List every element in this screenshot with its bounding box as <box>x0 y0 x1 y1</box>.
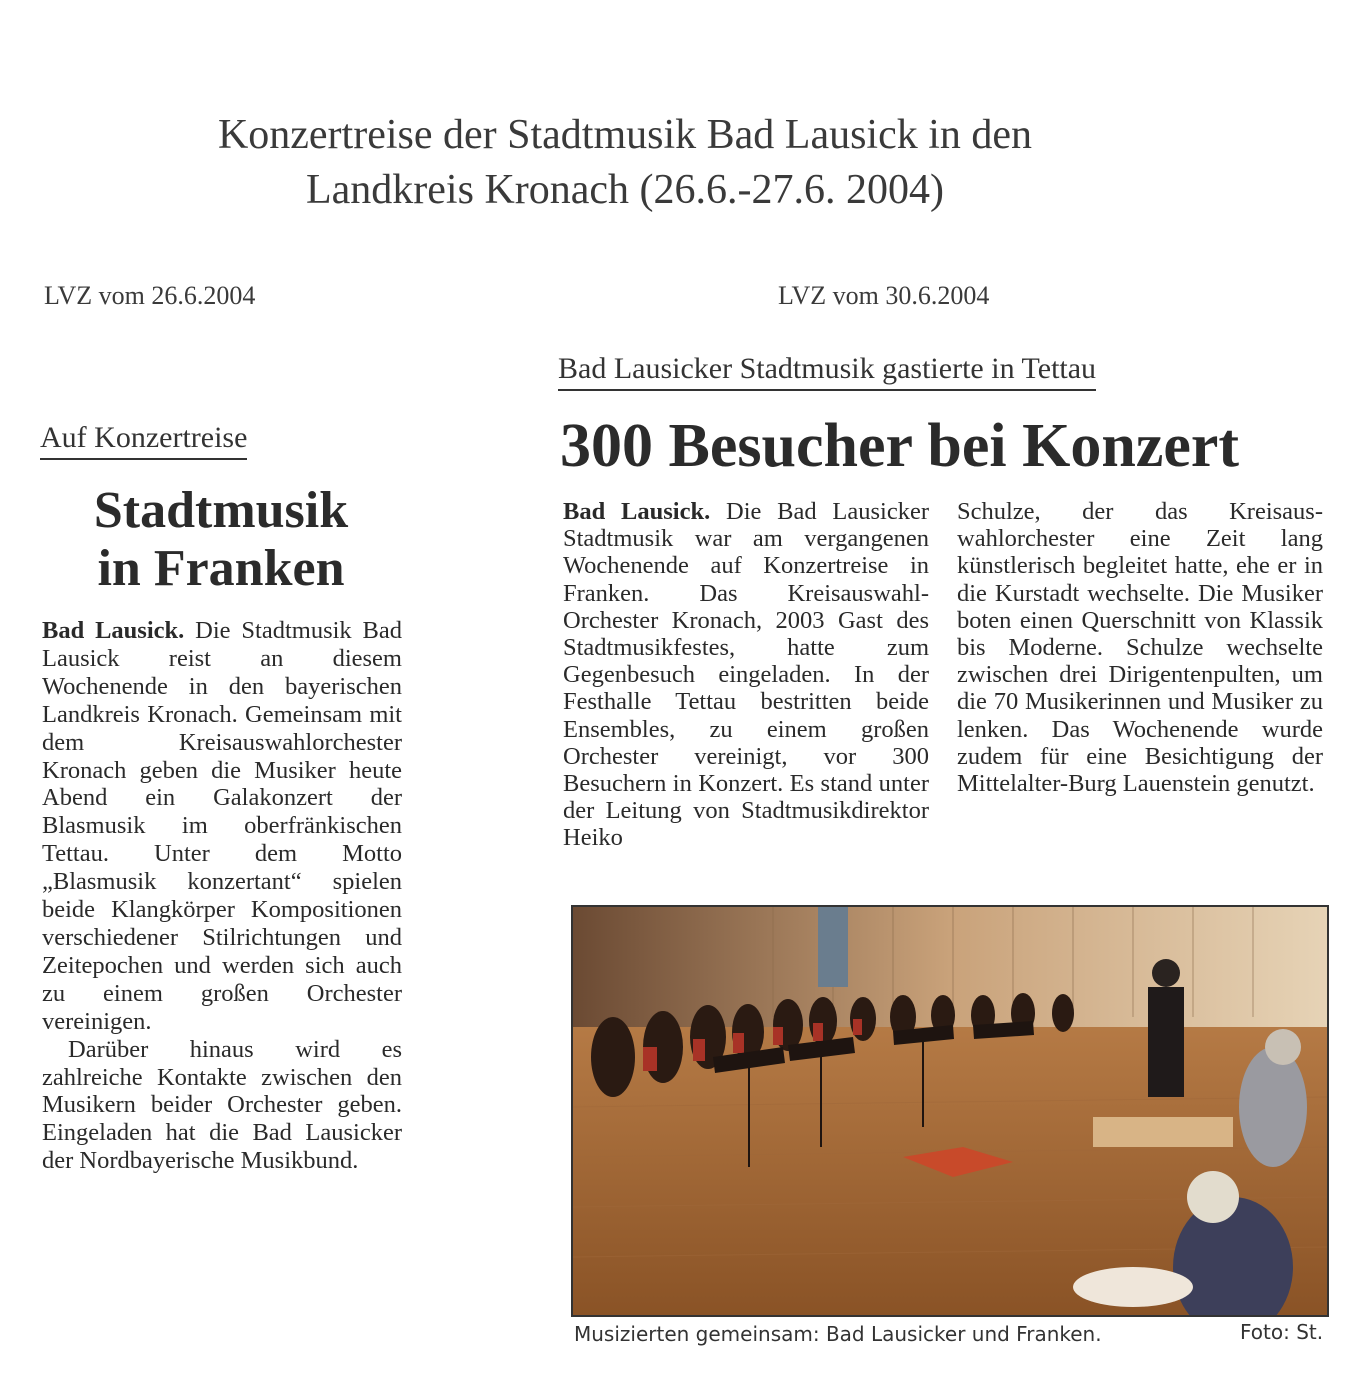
concert-photo <box>571 905 1329 1317</box>
right-column-2-text: Schulze, der das Kreisauswahlorchester eine Zeit lang künstlerisch begleitet hatte, ehe er in die Kurstadt wechselte. Die Musiker boten einen Querschnitt von Klassik bis Moderne. Schulze wechselte zwischen drei Dirigentenpulten, um die 70 Musikerinnen und Musiker zu lenken. Das Wochenende wurde zudem für eine Besichtigung der Mittelalter-Burg Lauenstein genutzt. <box>957 498 1323 798</box>
left-paragraph-1-text: Die Stadtmusik Bad Lausick reist an diesem Wochenende in den bayerischen Landkreis Kronach. Gemeinsam mit dem Kreisauswahlorchester Kronach geben die Musiker heute Abend ein Galakonzert der Blasmusik im oberfränkischen Tettau. Unter dem Motto „Blasmusik konzertant“ spielen beide Klangkörper Kompositionen verschiedener Stilrichtungen und Zeitepochen und werden sich auch zu einem großen Orchester vereinigen. <box>42 617 403 1035</box>
page-title <box>0 108 1250 218</box>
right-column-2 <box>957 498 1323 797</box>
left-headline-line-1: Stadtmusik <box>93 482 349 539</box>
right-dateline: Bad Lausick. <box>563 498 711 525</box>
right-column-1-paragraph <box>563 498 929 852</box>
page-title-line-2: Landkreis Kronach (26.6.-27.6. 2004) <box>306 167 944 213</box>
photo-caption: Musizierten gemeinsam: Bad Lausicker und Franken. <box>574 1322 1102 1346</box>
left-paragraph-1 <box>42 617 402 1036</box>
left-article-headline <box>40 482 402 598</box>
right-column-1 <box>563 498 929 852</box>
page-title-line-1: Konzertreise der Stadtmusik Bad Lausick in den <box>217 112 1033 158</box>
left-article-kicker: Auf Konzertreise <box>40 421 247 460</box>
left-dateline: Bad Lausick. <box>42 617 185 644</box>
right-column-1-text: Die Bad Lausicker Stadtmusik war am vergangenen Wochenende auf Konzertreise in Franken. Das Kreisauswahl-Orchester Kronach, 2003 Gast des Stadtmusikfestes, hatte zum Gegenbesuch eingeladen. In der Festhalle Tettau bestritten beide Ensembles, zu einem großen Orchester vereinigt, vor 300 Besuchern in Konzert. Es stand unter der Leitung von Stadtmusikdirektor Heiko <box>563 498 930 852</box>
concert-photo-image <box>573 907 1327 1315</box>
left-paragraph-2: Darüber hinaus wird es zahlreiche Kontakte zwischen den Musikern beider Orchester geben. Eingeladen hat die Bad Lausicker der Nordbayerische Musikbund. <box>42 1035 402 1175</box>
left-source-label: LVZ vom 26.6.2004 <box>44 281 256 310</box>
right-article-headline: 300 Besucher bei Konzert <box>560 412 1240 480</box>
right-article-body <box>563 498 1325 888</box>
left-headline-line-2: in Franken <box>97 540 345 597</box>
right-article-kicker: Bad Lausicker Stadtmusik gastierte in Tettau <box>558 352 1096 391</box>
photo-credit: Foto: St. <box>1240 1320 1324 1344</box>
right-source-label: LVZ vom 30.6.2004 <box>778 281 990 310</box>
left-article-body <box>42 617 402 1175</box>
